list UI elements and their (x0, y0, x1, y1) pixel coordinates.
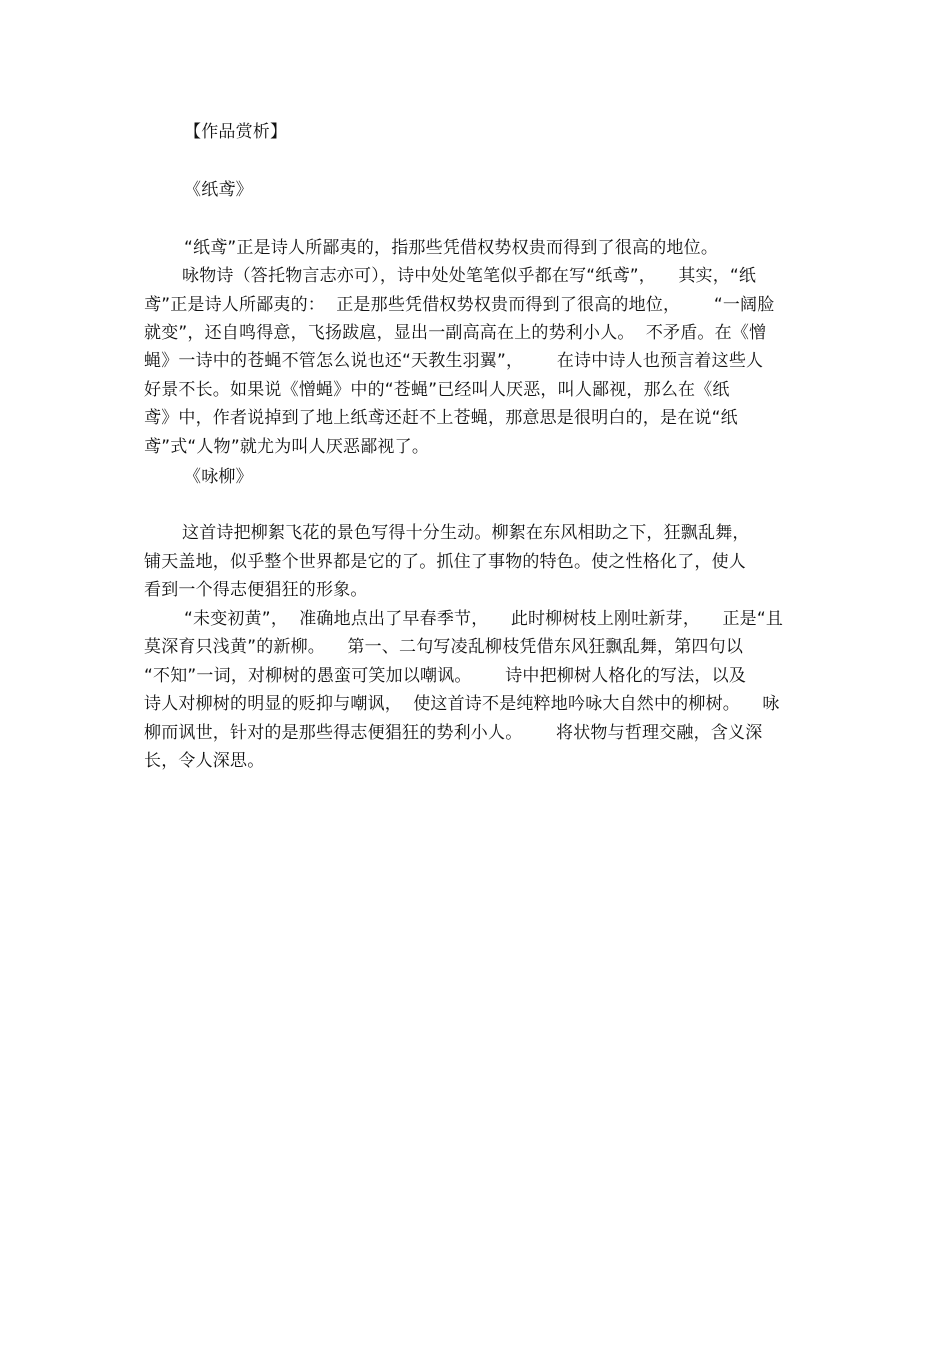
paragraph-line: 柳而讽世，针对的是那些得志便猖狂的势利小人。 将状物与哲理交融，含义深 (144, 723, 763, 743)
paragraph-line: 长，令人深思。 (144, 751, 265, 771)
section-title-yongliu: 《咏柳》 (184, 467, 253, 487)
paragraph-line: 好景不长。如果说《憎蝇》中的“苍蝇”已经叫人厌恶，叫人鄙视，那么在《纸 (144, 380, 730, 400)
paragraph-line: 鸢”正是诗人所鄙夷的： 正是那些凭借权势权贵而得到了很高的地位， “一阔脸 (144, 295, 775, 315)
paragraph-line: 铺天盖地，似乎整个世界都是它的了。抓住了事物的特色。使之性格化了，使人 (144, 552, 746, 572)
paragraph-line: 鸢》中，作者说掉到了地上纸鸢还赶不上苍蝇，那意思是很明白的，是在说“纸 (144, 408, 738, 428)
page-heading: 【作品赏析】 (184, 122, 288, 142)
paragraph-line: “不知”一词，对柳树的愚蛮可笑加以嘲讽。 诗中把柳树人格化的写法，以及 (144, 666, 747, 686)
paragraph-line: 诗人对柳树的明显的贬抑与嘲讽， 使这首诗不是纯粹地吟咏大自然中的柳树。 咏 (144, 694, 780, 714)
paragraph-line: “未变初黄”， 准确地点出了早春季节， 此时柳树枝上刚吐新芽， 正是“且 (184, 609, 784, 629)
paragraph-line: 就变”，还自鸣得意，飞扬跋扈，显出一副高高在上的势利小人。 不矛盾。在《憎 (144, 323, 767, 343)
paragraph-line: 咏物诗（答托物言志亦可），诗中处处笔笔似乎都在写“纸鸢”， 其实，“纸 (182, 266, 757, 286)
paragraph-line: 看到一个得志便猖狂的形象。 (144, 580, 368, 600)
section-title-zhiyuan: 《纸鸢》 (184, 180, 253, 200)
paragraph-line: 这首诗把柳絮飞花的景色写得十分生动。柳絮在东风相助之下，狂飘乱舞， (182, 523, 750, 543)
paragraph-line: 莫深育只浅黄”的新柳。 第一、二句写凌乱柳枝凭借东风狂飘乱舞，第四句以 (144, 637, 744, 657)
paragraph-line: 鸢”式“人物”就尤为叫人厌恶鄙视了。 (144, 437, 430, 457)
paragraph-line: 蝇》一诗中的苍蝇不管怎么说也还“天教生羽翼”， 在诗中诗人也预言着这些人 (144, 351, 764, 371)
paragraph-line: “纸鸢”正是诗人所鄙夷的，指那些凭借权势权贵而得到了很高的地位。 (184, 238, 719, 258)
